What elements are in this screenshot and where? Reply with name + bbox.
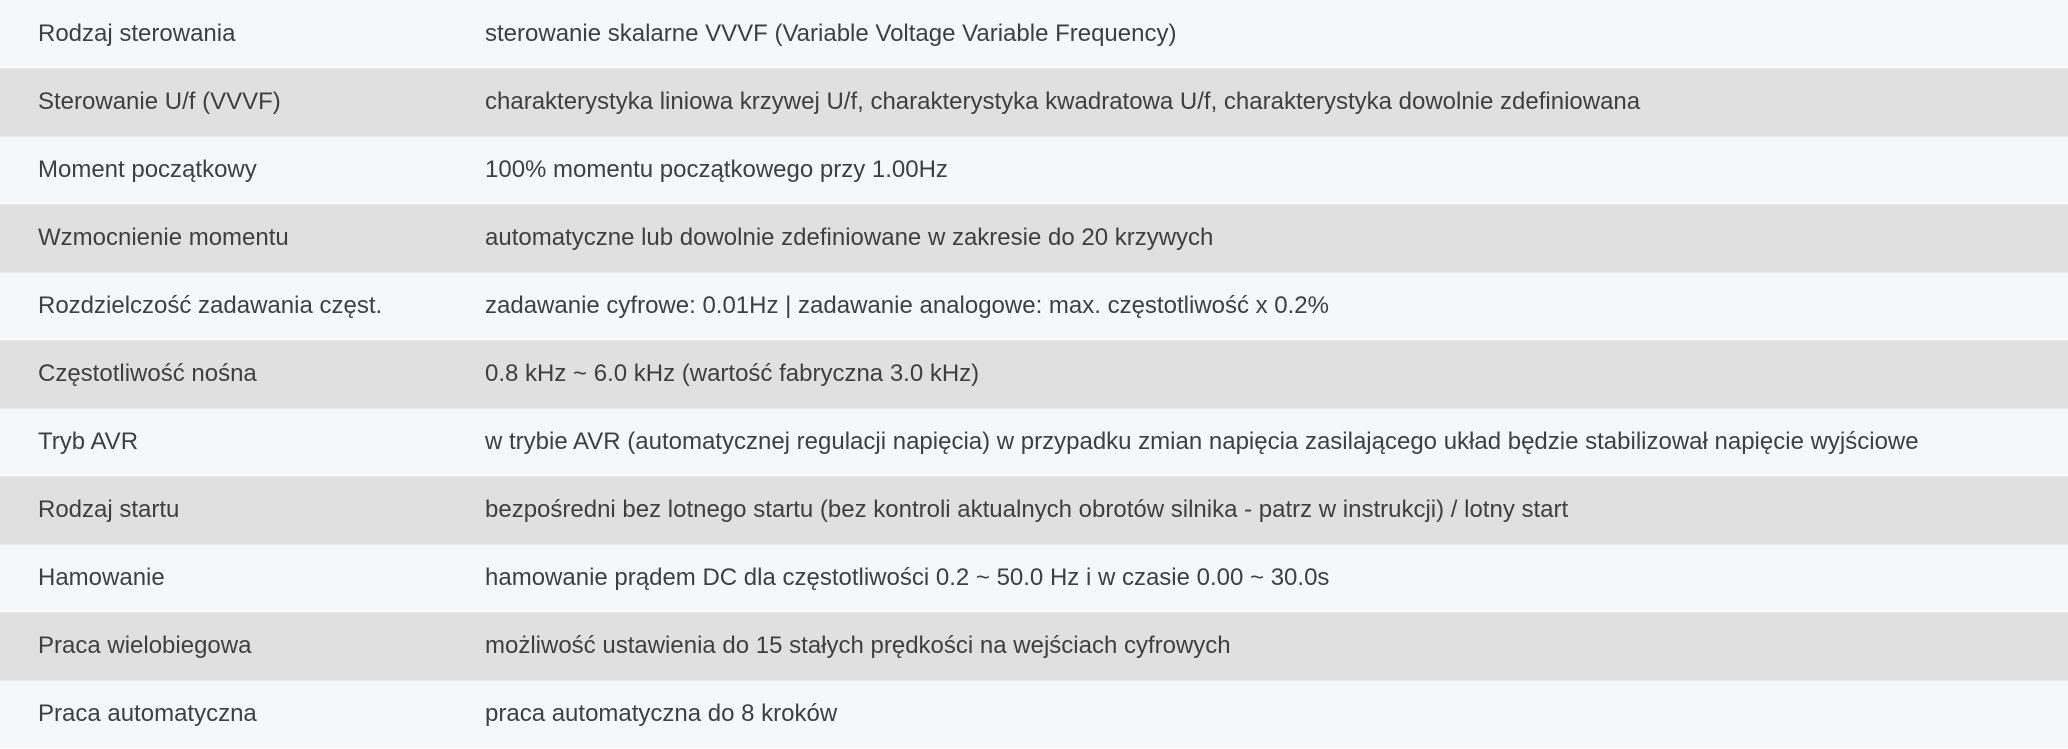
table-row — [0, 340, 2068, 408]
table-row — [0, 612, 2068, 680]
row-label: Sterowanie U/f (VVVF) — [0, 68, 447, 136]
row-label: Rodzaj startu — [0, 476, 447, 544]
row-value: automatyczne lub dowolnie zdefiniowane w zakresie do 20 krzywych — [447, 204, 2068, 272]
row-label: Hamowanie — [0, 544, 447, 612]
row-value: bezpośredni bez lotnego startu (bez kontroli aktualnych obrotów silnika - patrz w instrukcji) / lotny start — [447, 476, 2068, 544]
table-row — [0, 476, 2068, 544]
row-value: sterowanie skalarne VVVF (Variable Voltage Variable Frequency) — [485, 19, 1177, 47]
row-value: w trybie AVR (automatycznej regulacji napięcia) w przypadku zmian napięcia zasilającego układ będzie stabilizował napięcie wyjściowe — [447, 408, 2068, 476]
row-label: Praca wielobiegowa — [0, 612, 447, 680]
row-label: Tryb AVR — [0, 408, 447, 476]
table-row — [0, 0, 2068, 68]
row-label: Rodzaj sterowania — [38, 19, 236, 47]
table-row — [0, 136, 2068, 204]
row-label: Częstotliwość nośna — [0, 340, 447, 408]
row-value: możliwość ustawienia do 15 stałych prędkości na wejściach cyfrowych — [447, 612, 2068, 680]
row-value: 0.8 kHz ~ 6.0 kHz (wartość fabryczna 3.0 kHz) — [447, 340, 2068, 408]
table-row — [0, 68, 2068, 136]
row-label: Rozdzielczość zadawania częst. — [0, 272, 447, 340]
row-value: 100% momentu początkowego przy 1.00Hz — [447, 136, 2068, 204]
table-row — [0, 680, 2068, 748]
row-value: zadawanie cyfrowe: 0.01Hz | zadawanie analogowe: max. częstotliwość x 0.2% — [447, 272, 2068, 340]
row-value: praca automatyczna do 8 kroków — [447, 680, 2068, 748]
table-row — [0, 272, 2068, 340]
row-label: Wzmocnienie momentu — [0, 204, 447, 272]
table-row — [0, 544, 2068, 612]
row-label: Praca automatyczna — [0, 680, 447, 748]
row-value: charakterystyka liniowa krzywej U/f, charakterystyka kwadratowa U/f, charakterystyka dowolnie zdefiniowana — [447, 68, 2068, 136]
table-row — [0, 408, 2068, 476]
row-label: Moment początkowy — [0, 136, 447, 204]
table-row — [0, 204, 2068, 272]
row-value: hamowanie prądem DC dla częstotliwości 0.2 ~ 50.0 Hz i w czasie 0.00 ~ 30.0s — [447, 544, 2068, 612]
